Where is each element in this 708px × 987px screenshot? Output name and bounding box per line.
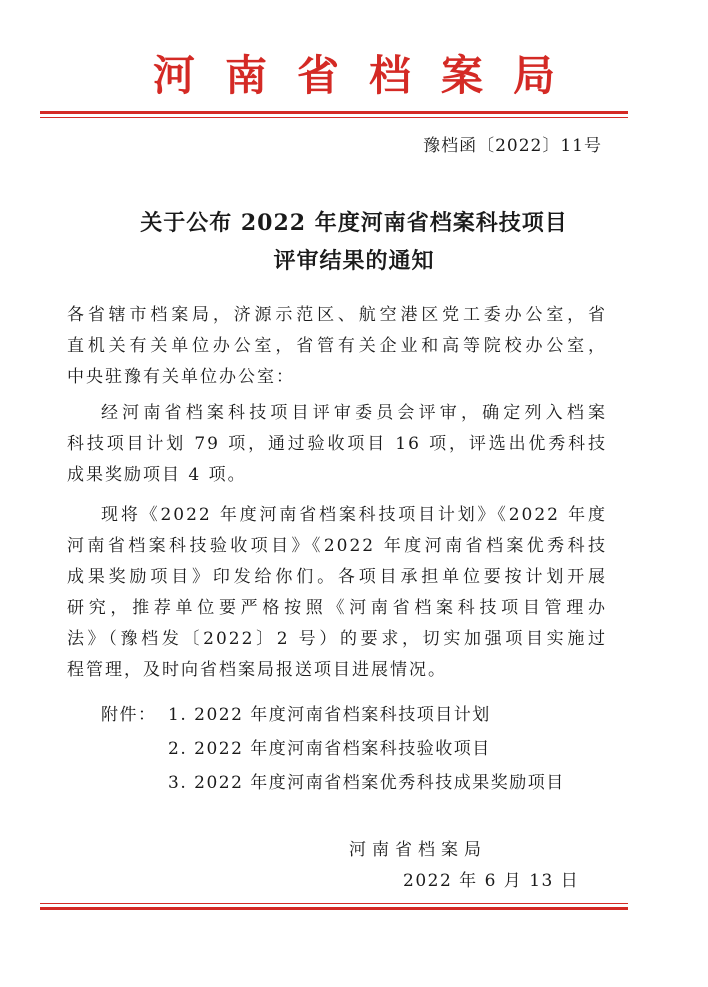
signature-organization: 河南省档案局 xyxy=(349,840,487,860)
recipients-line-3: 中央驻豫有关单位办公室： xyxy=(67,367,295,387)
attachment-item-3: 3. 2022 年度河南省档案优秀科技成果奖励项目 xyxy=(168,773,565,793)
paragraph-2-line-6: 程管理，及时向省档案局报送项目进展情况。 xyxy=(67,660,447,680)
attachment-item-1: 1. 2022 年度河南省档案科技项目计划 xyxy=(168,705,491,725)
paragraph-1-line-1: 经河南省档案科技项目评审委员会评审，确定列入档案 xyxy=(101,403,607,423)
footer-rule-thin xyxy=(40,903,628,904)
paragraph-1-line-2: 科技项目计划 79 项，通过验收项目 16 项，评选出优秀科技 xyxy=(67,434,607,454)
paragraph-1-line-3: 成果奖励项目 4 项。 xyxy=(67,465,247,485)
paragraph-2-line-1: 现将《2022 年度河南省档案科技项目计划》《2022 年度 xyxy=(101,505,607,525)
paragraph-2-line-4: 研究，推荐单位要严格按照《河南省档案科技项目管理办 xyxy=(67,598,607,618)
paragraph-2-line-3: 成果奖励项目》印发给你们。各项目承担单位要按计划开展 xyxy=(67,567,607,587)
letterhead-rule-thin xyxy=(40,117,628,118)
footer-rule-thick xyxy=(40,907,628,910)
document-title-line-1: 关于公布 2022 年度河南省档案科技项目 xyxy=(140,210,568,236)
letterhead-rule-thick xyxy=(40,111,628,114)
document-title-line-2: 评审结果的通知 xyxy=(273,248,435,274)
document-number: 豫档函〔2022〕11号 xyxy=(423,136,602,156)
paragraph-2-line-5: 法》（豫档发〔2022〕2 号）的要求，切实加强项目实施过 xyxy=(67,629,607,649)
recipients-line-2: 直机关有关单位办公室，省管有关企业和高等院校办公室， xyxy=(67,336,607,356)
attachments-label: 附件： xyxy=(101,705,157,725)
paragraph-2-line-2: 河南省档案科技验收项目》《2022 年度河南省档案优秀科技 xyxy=(67,536,607,556)
signature-date: 2022 年 6 月 13 日 xyxy=(403,871,580,891)
org-letterhead: 河南省档案局 xyxy=(152,51,585,100)
recipients-line-1: 各省辖市档案局，济源示范区、航空港区党工委办公室，省 xyxy=(67,305,607,325)
attachment-item-2: 2. 2022 年度河南省档案科技验收项目 xyxy=(168,739,491,759)
